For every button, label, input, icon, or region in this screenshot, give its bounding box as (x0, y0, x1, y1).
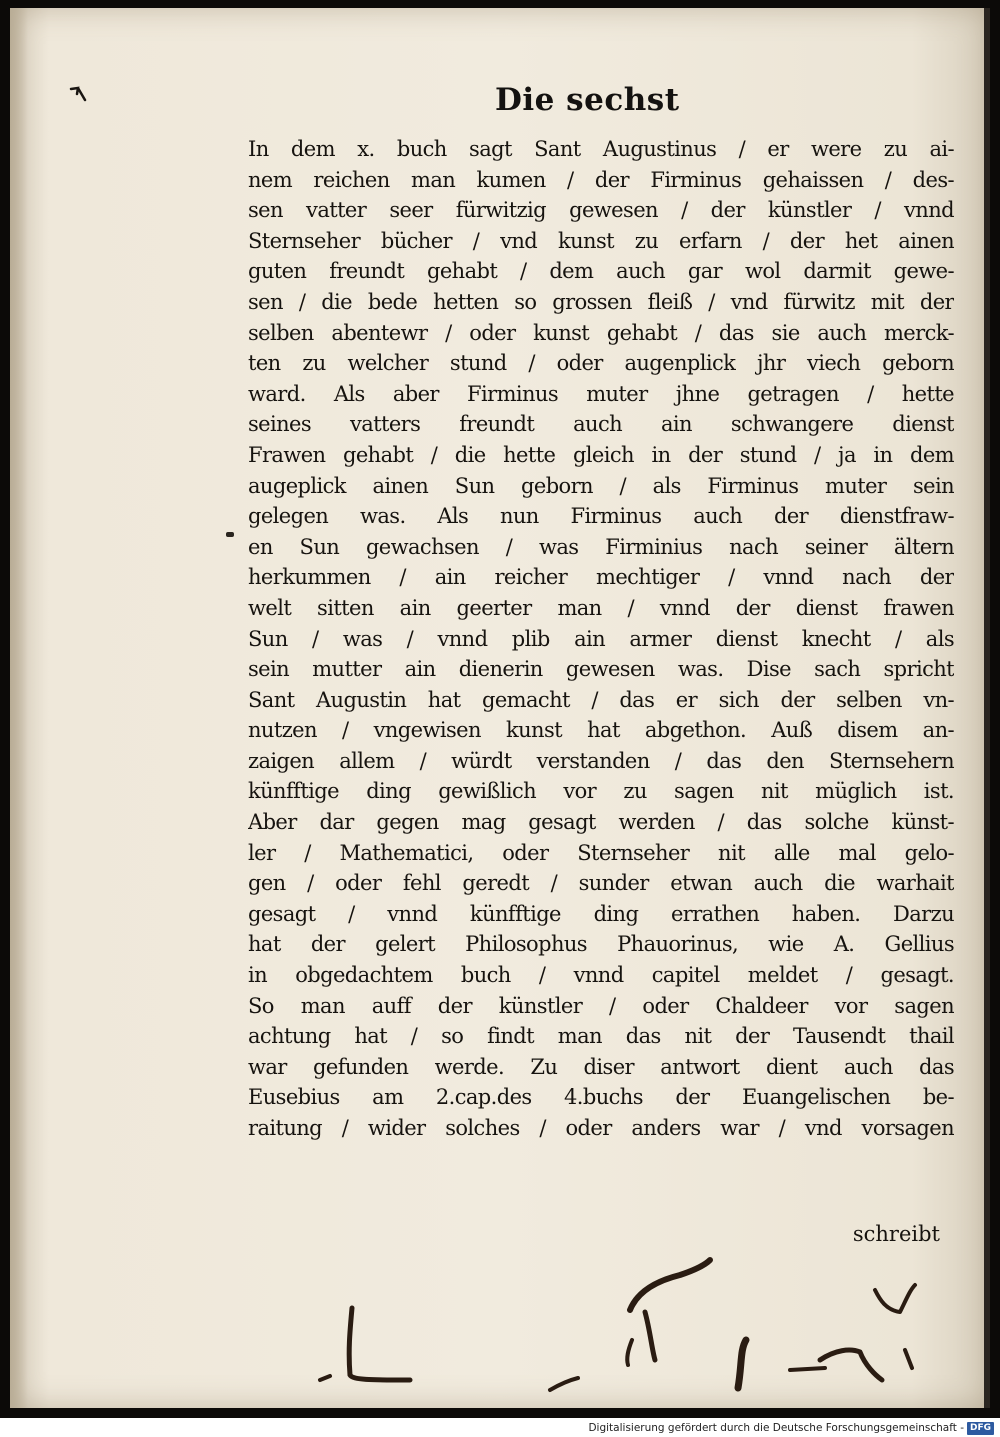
dfg-logo-icon: DFG (967, 1422, 994, 1435)
handwritten-scribble-icon (300, 1240, 940, 1410)
text-line: Sant Augustin hat gemacht / das er sich der selben vn- (248, 687, 954, 712)
text-line: nutzen / vngewisen kunst hat abgethon. Auß disem an- (248, 718, 954, 743)
text-line: ler / Mathematici, oder Sternseher nit alle mal gelo- (248, 840, 954, 865)
text-line: künfftige ding gewißlich vor zu sagen nit müglich ist. (248, 779, 954, 804)
text-line: ten zu welcher stund / oder augenplick jhr viech geborn (248, 351, 954, 376)
text-line: hat der gelert Philosophus Phauorinus, wie A. Gellius (248, 932, 954, 957)
text-line: zaigen allem / würdt verstanden / das den Sternsehern (248, 748, 954, 773)
ink-dot-icon (226, 532, 234, 537)
text-line: welt sitten ain geerter man / vnnd der dienst frawen (248, 595, 954, 620)
page-body-text (248, 134, 954, 1144)
footer-credit (588, 1419, 994, 1437)
text-line: augeplick ainen Sun geborn / als Firminus muter sein (248, 473, 954, 498)
text-line: sen vatter seer fürwitzig gewesen / der künstler / vnnd (248, 198, 954, 223)
text-line: raitung / wider solches / oder anders war / vnd vorsagen (248, 1116, 954, 1140)
running-head: Die sechst (495, 82, 680, 118)
text-line: seines vatters freundt auch ain schwangere dienst (248, 412, 954, 437)
text-line: herkummen / ain reicher mechtiger / vnnd nach der (248, 565, 954, 590)
page-right-edge (984, 8, 990, 1408)
ink-mark-icon (68, 84, 90, 106)
text-line: Eusebius am 2.cap.des 4.buchs der Euangelischen be- (248, 1085, 954, 1110)
text-line: sen / die bede hetten so grossen fleiß / vnd fürwitz mit der (248, 289, 954, 314)
text-line: Sun / was / vnnd plib ain armer dienst knecht / als (248, 626, 954, 651)
text-line: gen / oder fehl geredt / sunder etwan auch die warhait (248, 871, 954, 896)
text-line: Aber dar gegen mag gesagt werden / das solche künst- (248, 810, 954, 835)
text-line: gesagt / vnnd künfftige ding errathen haben. Darzu (248, 901, 954, 926)
text-line: en Sun gewachsen / was Firminius nach seiner ältern (248, 534, 954, 559)
text-line: Frawen gehabt / die hette gleich in der stund / ja in dem (248, 442, 954, 467)
text-line: achtung hat / so findt man das nit der Tausendt thail (248, 1024, 954, 1049)
text-line: nem reichen man kumen / der Firminus gehaissen / des- (248, 167, 954, 192)
page-gutter-shadow (10, 8, 28, 1408)
text-line: Sternseher bücher / vnd kunst zu erfarn / der het ainen (248, 228, 954, 253)
text-line: guten freundt gehabt / dem auch gar wol darmit gewe- (248, 259, 954, 284)
text-line: So man auff der künstler / oder Chaldeer vor sagen (248, 993, 954, 1018)
text-line: In dem x. buch sagt Sant Augustinus / er were zu ai- (248, 137, 954, 161)
text-line: in obgedachtem buch / vnnd capitel meldet / gesagt. (248, 963, 954, 988)
text-line: sein mutter ain dienerin gewesen was. Dise sach spricht (248, 657, 954, 682)
text-line: ward. Als aber Firminus muter jhne getragen / hette (248, 381, 954, 406)
text-line: gelegen was. Als nun Firminus auch der dienstfraw- (248, 504, 954, 529)
footer-text: Digitalisierung gefördert durch die Deutsche Forschungsgemeinschaft - (588, 1422, 964, 1434)
text-line: selben abentewr / oder kunst gehabt / das sie auch merck- (248, 320, 954, 345)
catchword: schreibt (852, 1222, 940, 1246)
text-line: war gefunden werde. Zu diser antwort dient auch das (248, 1054, 954, 1079)
